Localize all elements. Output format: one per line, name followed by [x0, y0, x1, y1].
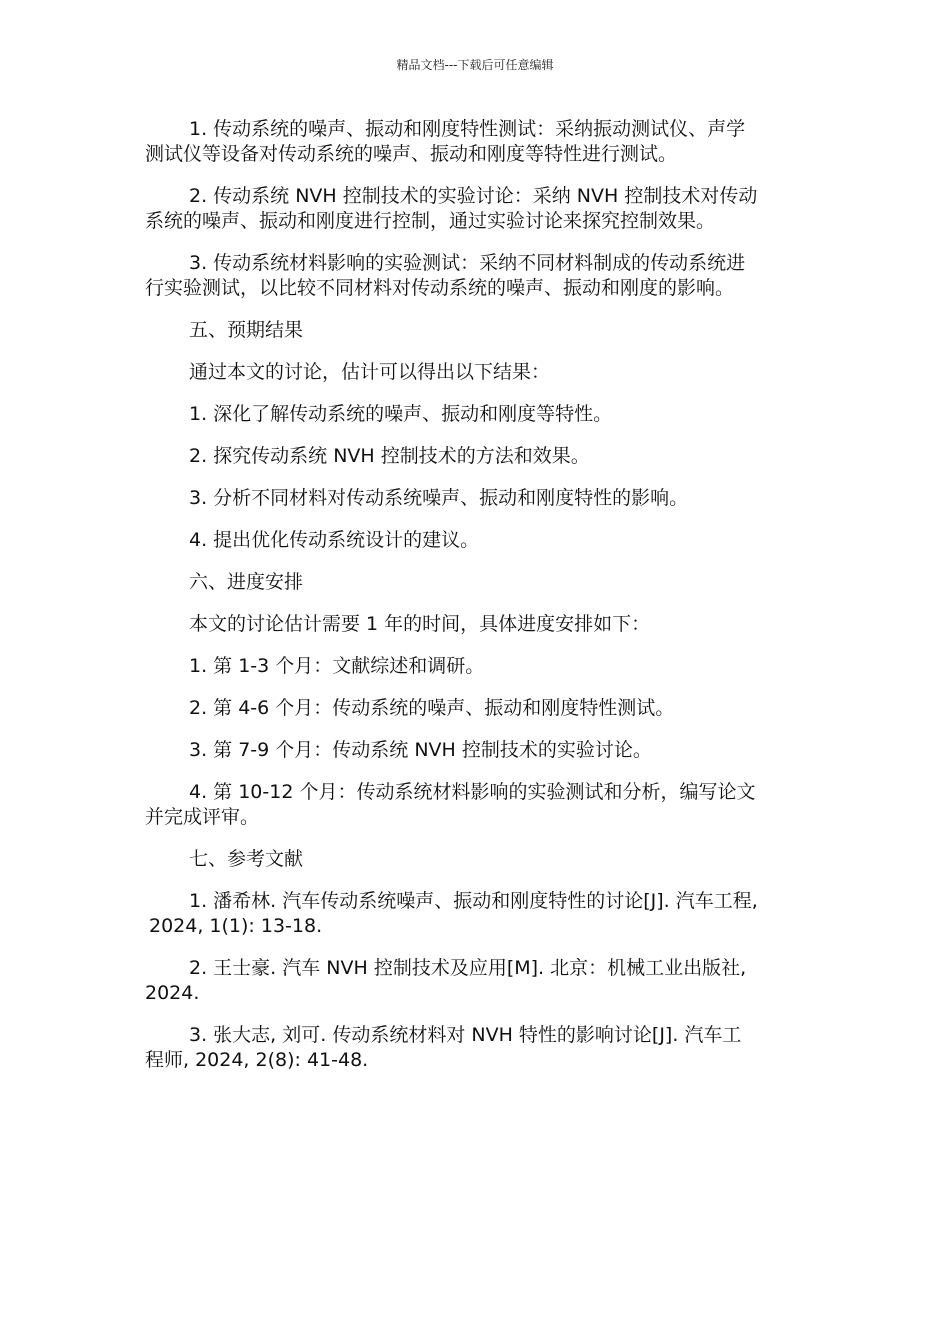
schedule-item-3	[145, 738, 810, 763]
results-intro	[145, 360, 810, 385]
text-line: 并完成评审。	[145, 806, 260, 828]
schedule-item-4	[145, 780, 810, 830]
text-line: 1. 第 1-3 个月：文献综述和调研。	[189, 655, 485, 677]
text-line: 2024, 1(1): 13-18.	[149, 915, 323, 937]
text-line: 测试仪等设备对传动系统的噪声、振动和刚度等特性进行测试。	[145, 143, 678, 165]
section-heading-schedule	[145, 570, 810, 595]
text-line: 4. 第 10-12 个月：传动系统材料影响的实验测试和分析，编写论文	[189, 781, 756, 803]
result-item-2	[145, 444, 810, 469]
text-line: 2. 传动系统 NVH 控制技术的实验讨论：采纳 NVH 控制技术对传动	[189, 185, 758, 207]
text-line: 3. 张大志, 刘可. 传动系统材料对 NVH 特性的影响讨论[J]. 汽车工	[189, 1024, 742, 1046]
method-item-3	[145, 251, 810, 301]
text-line: 六、进度安排	[189, 571, 304, 593]
result-item-4	[145, 528, 810, 553]
text-line: 3. 第 7-9 个月：传动系统 NVH 控制技术的实验讨论。	[189, 739, 652, 761]
text-line: 3. 分析不同材料对传动系统噪声、振动和刚度特性的影响。	[189, 487, 689, 509]
text-line: 七、参考文献	[189, 848, 304, 870]
section-heading-references	[145, 847, 810, 872]
result-item-1	[145, 402, 810, 427]
text-line: 2024.	[145, 982, 200, 1004]
reference-item-1	[145, 889, 810, 939]
text-line: 本文的讨论估计需要 1 年的时间，具体进度安排如下：	[189, 613, 651, 635]
text-line: 2. 王士豪. 汽车 NVH 控制技术及应用[M]. 北京：机械工业出版社,	[189, 957, 747, 979]
text-line: 4. 提出优化传动系统设计的建议。	[189, 529, 480, 551]
page-header: 精品文档---下载后可任意编辑	[396, 58, 554, 72]
text-line: 程师, 2024, 2(8): 41-48.	[145, 1049, 369, 1071]
text-line: 1. 潘希林. 汽车传动系统噪声、振动和刚度特性的讨论[J]. 汽车工程,	[189, 890, 758, 912]
reference-item-2	[145, 956, 810, 1006]
text-line: 行实验测试，以比较不同材料对传动系统的噪声、振动和刚度的影响。	[145, 277, 735, 299]
text-line: 2. 探究传动系统 NVH 控制技术的方法和效果。	[189, 445, 590, 467]
section-heading-expected-results	[145, 318, 810, 343]
text-line: 系统的噪声、振动和刚度进行控制，通过实验讨论来探究控制效果。	[145, 210, 716, 232]
text-line: 1. 传动系统的噪声、振动和刚度特性测试：采纳振动测试仪、声学	[189, 118, 746, 140]
result-item-3	[145, 486, 810, 511]
text-line: 1. 深化了解传动系统的噪声、振动和刚度等特性。	[189, 403, 613, 425]
schedule-item-1	[145, 654, 810, 679]
text-line: 3. 传动系统材料影响的实验测试：采纳不同材料制成的传动系统进	[189, 252, 746, 274]
schedule-item-2	[145, 696, 810, 721]
text-line: 五、预期结果	[189, 319, 304, 341]
reference-item-3	[145, 1023, 810, 1073]
text-line: 通过本文的讨论，估计可以得出以下结果：	[189, 361, 551, 383]
schedule-intro	[145, 612, 810, 637]
method-item-1	[145, 117, 810, 167]
document-body	[145, 117, 810, 1090]
method-item-2	[145, 184, 810, 234]
text-line: 2. 第 4-6 个月：传动系统的噪声、振动和刚度特性测试。	[189, 697, 675, 719]
